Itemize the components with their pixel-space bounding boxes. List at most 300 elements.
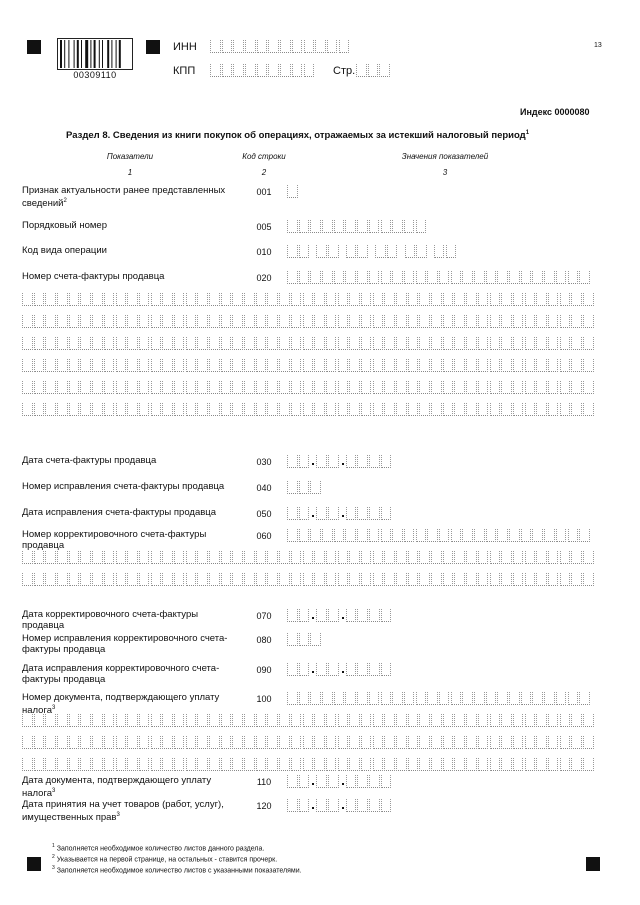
input-cell[interactable] [127, 359, 138, 372]
input-cell[interactable] [232, 736, 243, 749]
input-cell[interactable] [548, 337, 559, 350]
input-cell[interactable] [349, 758, 360, 771]
input-cell[interactable] [69, 714, 80, 727]
input-cell[interactable] [245, 64, 256, 77]
input-cell[interactable] [361, 758, 372, 771]
input-cell[interactable] [431, 337, 442, 350]
input-cell[interactable] [69, 736, 80, 749]
input-cell[interactable] [478, 315, 489, 328]
input-cell[interactable] [419, 573, 430, 586]
input-cell[interactable] [490, 315, 501, 328]
input-cell[interactable] [22, 403, 33, 416]
input-cell[interactable] [583, 293, 594, 306]
input-cell[interactable] [373, 337, 384, 350]
input-cell[interactable] [80, 736, 91, 749]
input-cell[interactable] [232, 714, 243, 727]
input-cell[interactable] [186, 293, 197, 306]
input-cell[interactable] [560, 736, 571, 749]
input-cell[interactable] [197, 758, 208, 771]
input-cell[interactable] [369, 609, 380, 622]
input-cell[interactable] [197, 359, 208, 372]
input-cell[interactable] [466, 714, 477, 727]
input-cell[interactable] [22, 758, 33, 771]
input-cell[interactable] [267, 551, 278, 564]
input-cell[interactable] [497, 271, 508, 284]
input-cell[interactable] [186, 337, 197, 350]
input-cell[interactable] [45, 573, 56, 586]
input-cell[interactable] [116, 403, 127, 416]
input-cell[interactable] [314, 758, 325, 771]
input-cell[interactable] [373, 381, 384, 394]
input-cell[interactable] [256, 573, 267, 586]
input-cell[interactable] [525, 359, 536, 372]
input-cell[interactable] [443, 736, 454, 749]
input-cell[interactable] [104, 381, 115, 394]
input-cell[interactable] [174, 381, 185, 394]
input-cell[interactable] [490, 359, 501, 372]
input-cell[interactable] [571, 551, 582, 564]
input-cell[interactable] [174, 551, 185, 564]
kpp-field[interactable] [210, 64, 315, 77]
row-input-020-continuation[interactable] [22, 315, 595, 328]
input-cell[interactable] [349, 293, 360, 306]
input-cell[interactable] [162, 381, 173, 394]
input-cell[interactable] [326, 714, 337, 727]
input-cell[interactable] [57, 758, 68, 771]
input-cell[interactable] [186, 359, 197, 372]
input-cell[interactable] [328, 663, 339, 676]
input-cell[interactable] [579, 692, 590, 705]
row-input-020-continuation[interactable] [22, 403, 595, 416]
input-cell[interactable] [486, 692, 497, 705]
input-cell[interactable] [361, 714, 372, 727]
input-cell[interactable] [116, 381, 127, 394]
input-cell[interactable] [361, 736, 372, 749]
input-cell[interactable] [104, 758, 115, 771]
input-cell[interactable] [408, 573, 419, 586]
input-cell[interactable] [279, 714, 290, 727]
input-cell[interactable] [548, 381, 559, 394]
input-cell[interactable] [232, 293, 243, 306]
input-cell[interactable] [287, 455, 298, 468]
input-cell[interactable] [548, 736, 559, 749]
input-cell[interactable] [548, 359, 559, 372]
input-cell[interactable] [22, 359, 33, 372]
input-cell[interactable] [22, 315, 33, 328]
input-cell[interactable] [513, 736, 524, 749]
row-input-120[interactable] [287, 799, 393, 812]
input-cell[interactable] [92, 315, 103, 328]
input-cell[interactable] [326, 573, 337, 586]
input-cell[interactable] [116, 359, 127, 372]
input-cell[interactable] [501, 758, 512, 771]
input-cell[interactable] [373, 573, 384, 586]
input-cell[interactable] [536, 573, 547, 586]
input-cell[interactable] [466, 573, 477, 586]
row-input-090[interactable] [287, 663, 393, 676]
input-cell[interactable] [525, 315, 536, 328]
input-cell[interactable] [381, 529, 392, 542]
input-cell[interactable] [361, 337, 372, 350]
input-cell[interactable] [536, 403, 547, 416]
input-cell[interactable] [104, 293, 115, 306]
input-cell[interactable] [384, 403, 395, 416]
row-input-020-continuation[interactable] [22, 381, 595, 394]
input-cell[interactable] [291, 403, 302, 416]
input-cell[interactable] [151, 758, 162, 771]
input-cell[interactable] [501, 293, 512, 306]
input-cell[interactable] [583, 758, 594, 771]
input-cell[interactable] [197, 403, 208, 416]
input-cell[interactable] [368, 64, 379, 77]
input-cell[interactable] [536, 337, 547, 350]
input-cell[interactable] [571, 714, 582, 727]
input-cell[interactable] [466, 293, 477, 306]
input-cell[interactable] [256, 381, 267, 394]
input-cell[interactable] [513, 315, 524, 328]
input-cell[interactable] [548, 293, 559, 306]
input-cell[interactable] [373, 315, 384, 328]
input-cell[interactable] [116, 315, 127, 328]
input-cell[interactable] [396, 359, 407, 372]
input-cell[interactable] [384, 714, 395, 727]
input-cell[interactable] [279, 315, 290, 328]
input-cell[interactable] [532, 271, 543, 284]
input-cell[interactable] [210, 40, 221, 53]
input-cell[interactable] [287, 633, 298, 646]
input-cell[interactable] [197, 381, 208, 394]
input-cell[interactable] [466, 551, 477, 564]
input-cell[interactable] [280, 64, 291, 77]
input-cell[interactable] [387, 245, 398, 258]
input-cell[interactable] [548, 758, 559, 771]
input-cell[interactable] [338, 714, 349, 727]
input-cell[interactable] [314, 315, 325, 328]
input-cell[interactable] [361, 381, 372, 394]
input-cell[interactable] [381, 663, 392, 676]
input-cell[interactable] [267, 573, 278, 586]
input-cell[interactable] [532, 529, 543, 542]
input-cell[interactable] [521, 271, 532, 284]
input-cell[interactable] [34, 403, 45, 416]
input-cell[interactable] [209, 315, 220, 328]
input-cell[interactable] [151, 315, 162, 328]
input-cell[interactable] [279, 293, 290, 306]
input-cell[interactable] [338, 551, 349, 564]
input-cell[interactable] [345, 692, 356, 705]
input-cell[interactable] [303, 551, 314, 564]
input-cell[interactable] [369, 220, 380, 233]
input-cell[interactable] [339, 40, 350, 53]
input-cell[interactable] [57, 573, 68, 586]
input-cell[interactable] [45, 293, 56, 306]
row-input-050[interactable] [287, 507, 393, 520]
input-cell[interactable] [346, 507, 357, 520]
input-cell[interactable] [299, 455, 310, 468]
input-cell[interactable] [548, 714, 559, 727]
input-cell[interactable] [381, 609, 392, 622]
input-cell[interactable] [303, 403, 314, 416]
input-cell[interactable] [396, 381, 407, 394]
input-cell[interactable] [197, 736, 208, 749]
input-cell[interactable] [349, 736, 360, 749]
input-cell[interactable] [34, 551, 45, 564]
input-cell[interactable] [571, 736, 582, 749]
input-cell[interactable] [244, 736, 255, 749]
input-cell[interactable] [443, 359, 454, 372]
input-cell[interactable] [346, 775, 357, 788]
input-cell[interactable] [501, 573, 512, 586]
input-cell[interactable] [116, 337, 127, 350]
row-input-005[interactable] [287, 220, 427, 233]
input-cell[interactable] [349, 381, 360, 394]
input-cell[interactable] [451, 271, 462, 284]
input-cell[interactable] [369, 775, 380, 788]
input-cell[interactable] [478, 551, 489, 564]
input-cell[interactable] [357, 529, 368, 542]
input-cell[interactable] [197, 551, 208, 564]
input-cell[interactable] [197, 573, 208, 586]
input-cell[interactable] [369, 529, 380, 542]
input-cell[interactable] [338, 315, 349, 328]
input-cell[interactable] [92, 337, 103, 350]
input-cell[interactable] [509, 271, 520, 284]
input-cell[interactable] [287, 799, 298, 812]
input-cell[interactable] [116, 758, 127, 771]
input-cell[interactable] [34, 714, 45, 727]
input-cell[interactable] [369, 663, 380, 676]
input-cell[interactable] [209, 381, 220, 394]
input-cell[interactable] [497, 529, 508, 542]
input-cell[interactable] [314, 551, 325, 564]
input-cell[interactable] [439, 692, 450, 705]
row-input-080[interactable] [287, 633, 322, 646]
input-cell[interactable] [384, 293, 395, 306]
input-cell[interactable] [22, 337, 33, 350]
input-cell[interactable] [326, 315, 337, 328]
input-cell[interactable] [221, 381, 232, 394]
input-cell[interactable] [328, 799, 339, 812]
input-cell[interactable] [478, 293, 489, 306]
input-cell[interactable] [431, 359, 442, 372]
input-cell[interactable] [116, 573, 127, 586]
input-cell[interactable] [443, 551, 454, 564]
input-cell[interactable] [548, 315, 559, 328]
input-cell[interactable] [104, 359, 115, 372]
input-cell[interactable] [22, 573, 33, 586]
input-cell[interactable] [291, 293, 302, 306]
input-cell[interactable] [384, 315, 395, 328]
input-cell[interactable] [416, 245, 427, 258]
input-cell[interactable] [244, 359, 255, 372]
input-cell[interactable] [443, 714, 454, 727]
input-cell[interactable] [268, 64, 279, 77]
input-cell[interactable] [373, 293, 384, 306]
row-input-060-continuation[interactable] [22, 551, 595, 564]
input-cell[interactable] [174, 403, 185, 416]
input-cell[interactable] [568, 692, 579, 705]
input-cell[interactable] [568, 271, 579, 284]
input-cell[interactable] [127, 714, 138, 727]
input-cell[interactable] [314, 293, 325, 306]
input-cell[interactable] [209, 359, 220, 372]
input-cell[interactable] [326, 736, 337, 749]
input-cell[interactable] [291, 573, 302, 586]
input-cell[interactable] [478, 337, 489, 350]
input-cell[interactable] [525, 381, 536, 394]
input-cell[interactable] [162, 359, 173, 372]
input-cell[interactable] [69, 337, 80, 350]
input-cell[interactable] [408, 381, 419, 394]
row-input-010[interactable] [287, 245, 457, 258]
input-cell[interactable] [299, 663, 310, 676]
input-cell[interactable] [69, 293, 80, 306]
input-cell[interactable] [287, 220, 298, 233]
input-cell[interactable] [408, 315, 419, 328]
input-cell[interactable] [80, 403, 91, 416]
input-cell[interactable] [431, 573, 442, 586]
input-cell[interactable] [127, 293, 138, 306]
input-cell[interactable] [232, 758, 243, 771]
input-cell[interactable] [316, 775, 327, 788]
input-cell[interactable] [221, 293, 232, 306]
input-cell[interactable] [328, 245, 339, 258]
input-cell[interactable] [357, 271, 368, 284]
input-cell[interactable] [583, 381, 594, 394]
input-cell[interactable] [127, 573, 138, 586]
input-cell[interactable] [80, 315, 91, 328]
row-input-110[interactable] [287, 775, 393, 788]
input-cell[interactable] [381, 799, 392, 812]
input-cell[interactable] [291, 551, 302, 564]
input-cell[interactable] [490, 337, 501, 350]
input-cell[interactable] [139, 337, 150, 350]
input-cell[interactable] [151, 714, 162, 727]
input-cell[interactable] [408, 337, 419, 350]
input-cell[interactable] [151, 551, 162, 564]
input-cell[interactable] [186, 381, 197, 394]
input-cell[interactable] [162, 337, 173, 350]
input-cell[interactable] [560, 403, 571, 416]
input-cell[interactable] [34, 293, 45, 306]
input-cell[interactable] [186, 758, 197, 771]
input-cell[interactable] [338, 403, 349, 416]
input-cell[interactable] [373, 758, 384, 771]
input-cell[interactable] [22, 551, 33, 564]
input-cell[interactable] [139, 551, 150, 564]
input-cell[interactable] [525, 736, 536, 749]
input-cell[interactable] [209, 403, 220, 416]
input-cell[interactable] [497, 692, 508, 705]
input-cell[interactable] [419, 758, 430, 771]
input-cell[interactable] [162, 758, 173, 771]
input-cell[interactable] [57, 736, 68, 749]
input-cell[interactable] [396, 337, 407, 350]
input-cell[interactable] [501, 403, 512, 416]
input-cell[interactable] [127, 315, 138, 328]
input-cell[interactable] [373, 359, 384, 372]
input-cell[interactable] [443, 381, 454, 394]
input-cell[interactable] [462, 529, 473, 542]
input-cell[interactable] [419, 293, 430, 306]
input-cell[interactable] [466, 403, 477, 416]
input-cell[interactable] [396, 315, 407, 328]
input-cell[interactable] [279, 551, 290, 564]
input-cell[interactable] [267, 403, 278, 416]
input-cell[interactable] [384, 381, 395, 394]
input-cell[interactable] [80, 359, 91, 372]
input-cell[interactable] [314, 714, 325, 727]
input-cell[interactable] [92, 293, 103, 306]
input-cell[interactable] [536, 551, 547, 564]
input-cell[interactable] [536, 736, 547, 749]
input-cell[interactable] [334, 529, 345, 542]
input-cell[interactable] [381, 455, 392, 468]
input-cell[interactable] [57, 359, 68, 372]
input-cell[interactable] [322, 692, 333, 705]
input-cell[interactable] [490, 551, 501, 564]
input-cell[interactable] [369, 692, 380, 705]
input-cell[interactable] [244, 293, 255, 306]
input-cell[interactable] [431, 293, 442, 306]
input-cell[interactable] [57, 293, 68, 306]
input-cell[interactable] [34, 337, 45, 350]
input-cell[interactable] [396, 714, 407, 727]
input-cell[interactable] [256, 315, 267, 328]
input-cell[interactable] [427, 692, 438, 705]
input-cell[interactable] [57, 714, 68, 727]
input-cell[interactable] [287, 663, 298, 676]
input-cell[interactable] [431, 381, 442, 394]
row-input-001[interactable] [287, 185, 299, 198]
input-cell[interactable] [186, 551, 197, 564]
input-cell[interactable] [536, 758, 547, 771]
input-cell[interactable] [139, 403, 150, 416]
input-cell[interactable] [34, 359, 45, 372]
input-cell[interactable] [328, 507, 339, 520]
input-cell[interactable] [346, 455, 357, 468]
input-cell[interactable] [287, 507, 298, 520]
input-cell[interactable] [454, 551, 465, 564]
input-cell[interactable] [116, 551, 127, 564]
input-cell[interactable] [139, 736, 150, 749]
input-cell[interactable] [501, 337, 512, 350]
input-cell[interactable] [338, 736, 349, 749]
input-cell[interactable] [80, 573, 91, 586]
input-cell[interactable] [267, 359, 278, 372]
input-cell[interactable] [338, 337, 349, 350]
input-cell[interactable] [279, 403, 290, 416]
input-cell[interactable] [69, 381, 80, 394]
input-cell[interactable] [139, 381, 150, 394]
input-cell[interactable] [501, 736, 512, 749]
input-cell[interactable] [162, 736, 173, 749]
input-cell[interactable] [326, 758, 337, 771]
input-cell[interactable] [139, 315, 150, 328]
input-cell[interactable] [334, 220, 345, 233]
input-cell[interactable] [525, 403, 536, 416]
row-input-060[interactable] [287, 529, 591, 542]
input-cell[interactable] [303, 758, 314, 771]
input-cell[interactable] [501, 551, 512, 564]
input-cell[interactable] [556, 271, 567, 284]
input-cell[interactable] [303, 714, 314, 727]
input-cell[interactable] [525, 573, 536, 586]
input-cell[interactable] [57, 381, 68, 394]
input-cell[interactable] [69, 315, 80, 328]
input-cell[interactable] [45, 758, 56, 771]
input-cell[interactable] [232, 359, 243, 372]
